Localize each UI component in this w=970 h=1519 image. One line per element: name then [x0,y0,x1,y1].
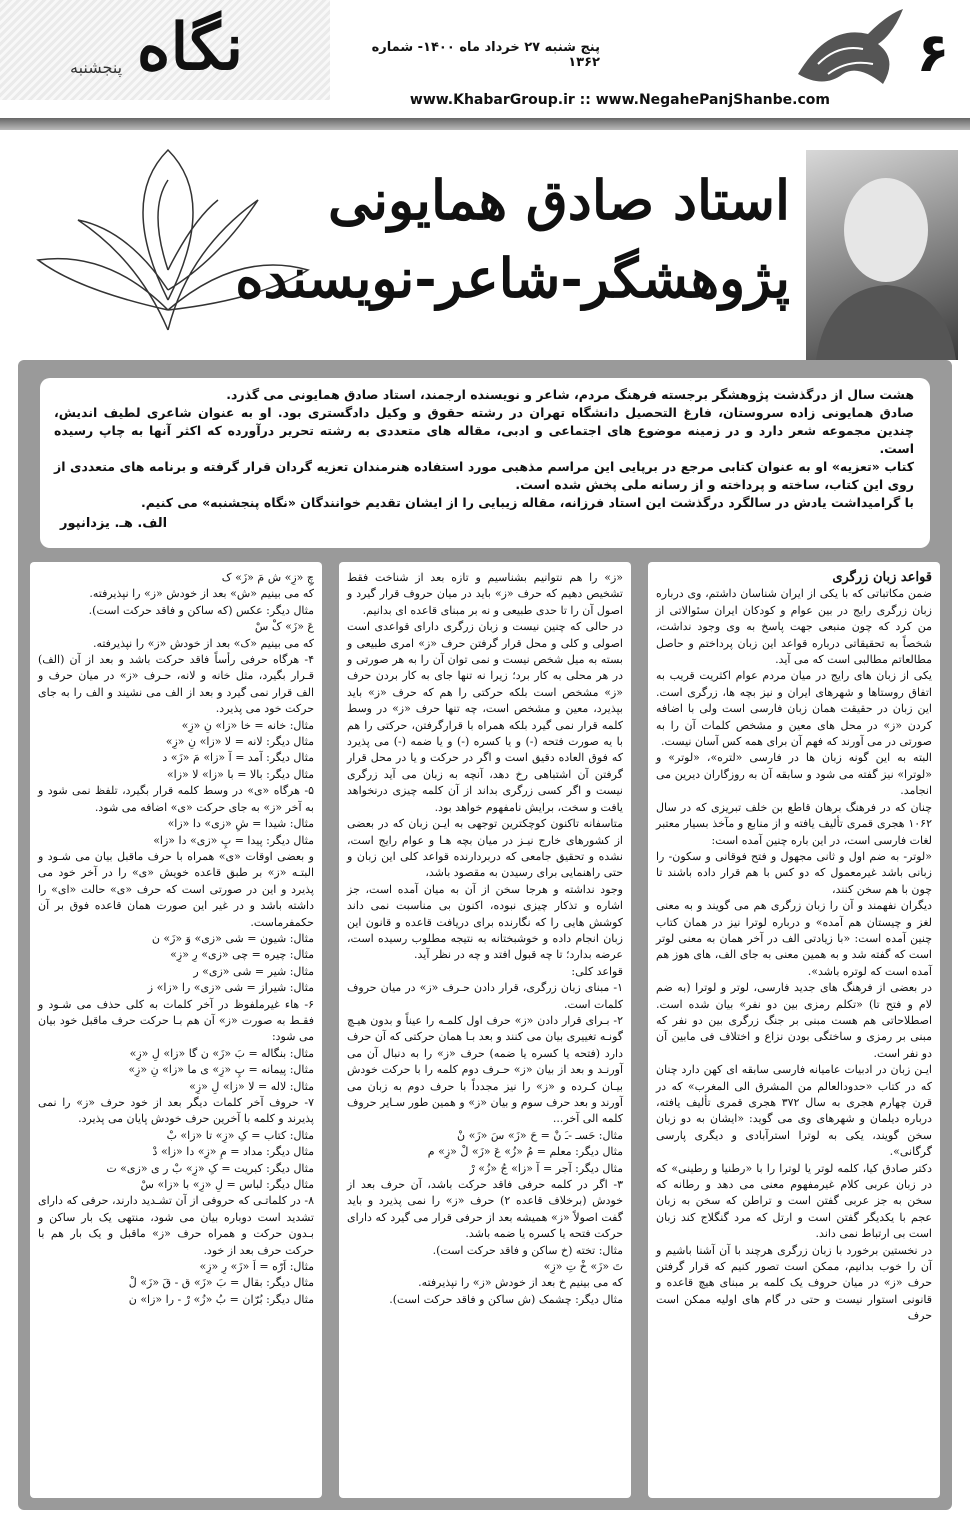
portrait-silhouette-icon [806,150,958,360]
article-paragraph: مثال: شیون = شی «زی» وَ «زَ» ن [151,931,314,945]
article-paragraph: مثال دیگر: آمد = آ «زا» مَ «زَ» د [162,751,314,765]
article-paragraph: مثال: بنگاله = بَ «زَ» ن گا «زا» لِ «زِ» [129,1046,314,1060]
intro-box [40,378,930,548]
article-paragraph: ۸- در کلماتـی که حروفی از آن تشـدید دارند، حرفی که دارای تشدید است دوباره بیان می شود، منتهی یک بار ساکن و بـدون حرکت و همراه حرف «ز» ماقبل و یک بار هم با حرکت حرف بعد از خود. [38,1194,314,1257]
article-paragraph: «لوتر- به ضم اول و ثانی مجهول و فتح فوقانی و سکون- را زبانی باشد غیرمعمول که دو کس با هم قرار داده باشند تا چون با هم سخن کنند، [656,849,932,896]
article-paragraph: عَ «زَ» کْ سْ [254,620,314,634]
article-column-right [648,562,940,1498]
article-paragraph: ۷- حروف آخر کلمات دیگر بعد از خود حرف «ز» را نمی پذیرند و کلمه با آخرین حرف خودش پایان می پذیرد. [38,1096,314,1126]
website-urls: www.KhabarGroup.ir :: www.NegahePanjShanbe.com [409,92,830,108]
article-paragraph: ۱- مبنای زبان زرگری، قرار دادن حـرف «ز» در میان حروف کلمات است. [347,981,623,1011]
article-paragraph: مثال دیگر: بالا = با «زا» لا «زا» [166,767,314,781]
masthead [0,0,970,130]
article-paragraph: مثال: پیمانه = پِ «زِ» ی ما «زا» نِ «زِ» [128,1063,314,1077]
article-paragraph: یکی از زبان های رایج در میان مردم عوام اکثریت قریب به اتفاق روستاها و شهرهای ایران و نیز بچه ها، زرگری است. این زبان در حقیقت همان زبان فارسی است ولی با اضافه کردن «ز» در محل های معین و مشخص کلمات آن را به صورتی در می آورند که فهم آن برای همه کس آسان نیست. [656,669,932,749]
article-paragraph: مثال: چیره = چی «زی» رِ «زِ» [170,948,314,962]
article-paragraph: مثال: حَسـ -ـَ نْ = حَ «زَ» سَ «زَ» نْ [457,1128,623,1142]
article-column-middle [339,562,631,1498]
article-paragraph: مثال: شیر = شی «زی» ر [193,964,314,978]
article-paragraph: مثال: خانه = خا «زا» نِ «زِ» [181,718,314,732]
article-heading: قواعد زبان زرگری [832,570,932,585]
article-paragraph: مثال: لاله = لا «زا» لِ «زِ» [189,1079,314,1093]
article-paragraph: مثال دیگر: چشمک (ش ساکن و فاقد حرکت است). [389,1292,623,1306]
article-paragraph: مثال دیگر: آجر = آ «زا» جُ «زُ» رْ [469,1161,623,1175]
article-paragraph: مثال دیگر: کبریت = کِ «زِ» بْ ر ی «زی» ت [106,1161,314,1175]
article-paragraph: در نخستین برخورد با زبان زرگری هرچند با آن آشنا باشیم و آن را خوب بدانیم، ممکن است تصور کنیم که قرار گرفتن حرف «ز» در میان حروف یک کلمه بر مبنای هیچ قاعده و قانونی استوار نیست و حتی در گام های اولیه ممکن است حرف [656,1243,932,1323]
article-paragraph: که می بینیم «ک» بعد از خودش «ز» را نپذیرفته. [92,636,314,650]
headline-line-2: پژوهشگر-شاعر-نویسنده [235,246,790,310]
article-paragraph: ایـن زبان در ادبیات عامیانه فارسی سابقه ای کهن دارد چنان که در کتاب «حدودالعالم من المشرق الی المغرب» که در قرن چهارم هجری به سال ۳۷۲ هجری قمری تألیف یافته، درباره دیلمان و شهرهای وی می گوید: «ایشان به دو زبان سخن گویند، یکی به لوترا استرآبادی و دیگری پارسی گرگانی». [656,1063,932,1159]
article-paragraph: وجود نداشته و هرجا سخن از آن به میان آمده است، جز اشاره و تذکار چیزی نبوده، اکنون بی مناسبت نمی داند کوشش هایی را که نگارنده برای دریافت قاعده و قانون این زبان انجام داده و خوشبختانه به نتیجه مطلوب رسیده است، عرضه بدارد؛ تا چه قبول افتد و چه در نظر آید. [347,882,623,962]
article-paragraph: مثال: تخته (خ ساکن و فاقد حرکت است). [432,1243,623,1257]
article-paragraph: مثال دیگر: بُرّان = بُ «زُ» رْ - را «زا» ن [128,1292,314,1306]
article-paragraph: مثال دیگر: عکس (که ساکن و فاقد حرکت است). [88,603,314,617]
intro-paragraph: کتاب «تعزیه» او به عنوان کتابی مرجع در برپایی این مراسم مذهبی مورد استفاده هنرمندان تعزیه گردان قرار گرفته و برنامه های متعددی از روی این کتاب، ساخته و پرداخته و از رسانه ملی پخش شده است. [54,459,914,492]
article-paragraph: «ز» را هم نتوانیم بشناسیم و تازه بعد از شناخت فقط تشخیص دهیم که حرف «ز» باید در میان حروف قرار گیرد و اصول آن را تا حدی طبیعی و نه بر مبنای قاعده ای بدانیم. [347,571,623,617]
article-paragraph: قواعد کلی: [571,964,623,978]
article-paragraph: در بعضی از فرهنگ های جدید فارسی، لوتر و لوترا (به ضم لام و فتح تا) «تکلم رمزی بین دو نفر» بیان شده است. اصطلاحاتی هم هست مبنی بر جنگ زرگری بین دو نفر که مبنی بر رمزی و ساختگی بودن نزاع و اختلاف فی مابین آن دو نفر است. [656,981,932,1060]
headline-line-1: استاد صادق همایونی [327,168,790,232]
article-paragraph: البته به این گونه زبان ها در فارسی «لتره»، «لوتر» و «لوترا» نیز گفته می شود و سابقه آن به روزگاران دیرین می انجامد. [656,751,932,798]
portrait-photo [806,150,958,360]
page-number: ۶ [916,21,950,84]
article-paragraph: مثال دیگر: بقال = بَ «زَ» ق - قَ «زَ» لْ [128,1276,314,1290]
article-paragraph: تَ «زَ» خْ تِ «زِ» [543,1260,623,1274]
article-paragraph: ۲- بـرای قرار دادن «ز» حرف اول کلمـه را عیناً و بدون هیـچ گونـه تغییری بیان می کنند و بعد بـا همان حرکتی که آن حرف دارد (فتحه یا کسره یا ضمه) حرف «ز» را به دنبال آن می آورنـد و بعد از بیان «ز» حـرف دوم کلمه را با حرکت خودش بیـان کـرده و «ز» را نیز مجدداً با حرف دوم به زبان می آورند و بعد حرف سوم و بیان «ز» و همین طور سـایر حروف کلمه الی آخر... [347,1013,623,1126]
article-column-left [30,562,322,1498]
article-paragraph: مثال دیگر: لباس = لِ «زِ» با «زا» سْ [140,1178,314,1192]
article-paragraph: مثال دیگر: مداد = مِ «زِ» دا «زا» دْ [152,1145,314,1159]
newspaper-logo: نگاه [136,10,244,85]
article-paragraph: ۳- اگر در کلمه حرفی فاقد حرکت باشد، آن حرف بعد از خودش (برخلاف قاعده ۲) حرف «ز» را نمی پذیرد و باید گفت اصولاً «ز» همیشه بعد از حرفی قرار می گیرد که دارای حرکت فتحه یا کسره یا ضمه باشد. [347,1178,623,1241]
article-paragraph: مثال: اَرّه = اَ «زَ» رِ «زِ» [199,1260,314,1274]
article-paragraph: ۴- هرگاه حرفی رأساً فاقد حرکت باشد و بعد از آن (الف) قـرار بگیرد، مثل خانه و لانه، حـرف «ز» در میان حرف و الف قرار نمی گیرد و بعد از الف می نشیند و الف را به جای حرکت خود می پذیرد. [38,653,314,716]
article-paragraph: ۵- هرگاه «ی» در وسط کلمه قرار بگیرد، تلفظ نمی شود و به آخر «ز» به جای حرکت «ی» اضافه می شود. [38,784,314,814]
article-paragraph: دکتر صادق کیا، کلمه لوتر یا لوترا را با «رطنیا و رطینی» که در زبان عربی کلام غیرمفهوم معنی می دهد و رطانه که سخن به جز عربی گفتن است و تراطن که سخن به زبان عجم با یکدیگر گفتن است و ارتل که مرد گنگلاج کند زبان است بی ارتباط نمی داند. [656,1161,932,1241]
article-paragraph: و بعضی اوقات «ی» همراه با حرف ماقبل بیان می شـود و البتـه «ز» بر طبق قاعده خویش «ی» را در آخر خود می پذیرد و این در صورتی است که حرف «ی» حالت «ای» را داشته باشد و در غیر این صورت همان قاعده فوق بر آن حکمفرماست. [38,849,314,929]
article-paragraph: مثال دیگر: لانه = لا «زا» نِ «زِ» [165,735,314,749]
article-paragraph: دیگران نفهمند و آن را زبان زرگری هم می گویند و به معنی لغز و چیستان هم آمده» و درباره لوترا نیز در همان کتاب چنین آمده است: «با زیادتی الف در آخر همان به معنی لوتر است که گفته شد و به همین معنی به جای الف، های هوز هم آمده است که لوتره باشد». [656,899,932,978]
article-paragraph: که می بینیم «ش» بعد از خودش «ز» را نپذیرفته. [89,587,314,601]
article-paragraph: مثال: کتاب = کِ «زِ» تا «زا» بْ [166,1128,314,1142]
intro-paragraph: صادق همایونی زاده سروستان، فارغ التحصیل دانشگاه تهران در رشته حقوق و وکیل دادگستری بود. او به عنوان شاعری لطیف اندیش، چندین مجموعه شعر دارد و در زمینه موضوع های اجتماعی و ادبی، مقاله های متعددی به رشته تحریر درآورده که اکثر آنها به چاپ رسیده است. [54,405,914,456]
article-paragraph: مثال دیگر: پیدا = پِ «زی» دا «زا» [153,833,314,847]
issue-dateline: پنج شنبه ۲۷ خرداد ماه ۱۴۰۰- شماره ۱۳۶۲ [371,40,600,70]
article-paragraph: در حالی که چنین نیست و زبان زرگری دارای قواعدی است اصولی و کلی و محل قرار گرفتن حرف «ز» امری طبیعی و بسته به میل شخص نیست و نمی توان آن را به هر صورتی و در هر محلی به کار برد؛ زیرا نه تنها جای به کار بردن حرف «ز» مشخص است بلکه حرکتی را هم که حرف «ز» باید بپذیرد، معین و مشخص است، چه تنها حرف «ز» در وسط کلمه قرار نمی گیرد بلکه همراه با قرارگرفتن، حرکتی را هم با یه صورت فتحه (-) و یا کسره (-) و یا ضمه (-) می پذیرد که فوق العاده دقیق است و اگر در حرکت و یا در محل قرار گرفتن آن اشتباهی رخ دهد، آنچه به زبان می آید زرگری نیست و اگر کسی زرگری بداند از آن کلمه چیزی درنخواهد یافت و سخت، برایش نامفهوم خواهد بود. [347,620,623,814]
article-paragraph: ضمن مکاتباتی که با یکی از ایران شناسان داشتم، وی درباره زبان زرگری رایج در بین عوام و کودکان ایران سئوالاتی از من کرد که چون منبعی جهت پاسخ به وی وجود نداشت، شخصاً به تحقیقاتی درباره قواعد این زبان پرداختم و حاصل مطالعاتم مطالبی است که می آید. [656,587,932,667]
article-paragraph: ۶- هاء غیرملفوظ در آخر کلمات به کلی حذف می شـود و فقـط به صورت «ز» آن هم بـا حرکت حرف ماقبل خود بیان می شود: [38,997,314,1044]
masthead-rule [0,118,970,130]
article-paragraph: چنان که در فرهنگ برهان قاطع بن خلف تبریزی که در سال ۱۰۶۲ هجری قمری تألیف یافته و از منابع و مآخذ بسیار معتبر لغات فارسی است، در این باره چنین آمده است: [656,800,932,847]
phoenix-bird-icon [788,4,908,94]
author-signature: الف. هـ. یزدانپور [60,516,168,531]
intro-paragraph: هشت سال از درگذشت پژوهشگر برجسته فرهنگ مردم، شاعر و نویسنده ارجمند، استاد صادق همایونی می گذرد. [226,387,914,402]
article-paragraph: که می بینیم خ بعد از خودش «ز» را نپذیرفته. [418,1276,623,1290]
article-paragraph: چِ «زِ» ش مَ «زَ» ک [221,571,314,584]
newspaper-logo-subtitle: پنجشنبه [70,58,123,77]
intro-text [54,386,914,512]
article-paragraph: مثال دیگر: معلم = مُ «زُ» عَ «زَ» لْ «زِ» م [427,1145,623,1159]
article-paragraph: مثال: شیدا = شِ «زی» دا «زا» [167,817,314,831]
intro-paragraph: با گرامیداشت یادش در سالگرد درگذشت این استاد فرزانه، مقاله زیبایی را از ایشان تقدیم خوانندگان «نگاه پنجشنبه» می کنیم. [140,495,914,510]
article-paragraph: مثال: شیراز = شی «زی» را «زا» ز [147,981,314,995]
article-paragraph: متاسفانه تاکنون کوچکترین توجهی به ایـن زبان که در بعضی از کشورهای خارج نیـز در میان بچه هـا و عوام رایج است، نشده و تحقیق جامعی که دربردارنده قواعد کلی این زبان و حتی راهنمایی برای رسیدن به مقصود باشد، [347,817,623,880]
